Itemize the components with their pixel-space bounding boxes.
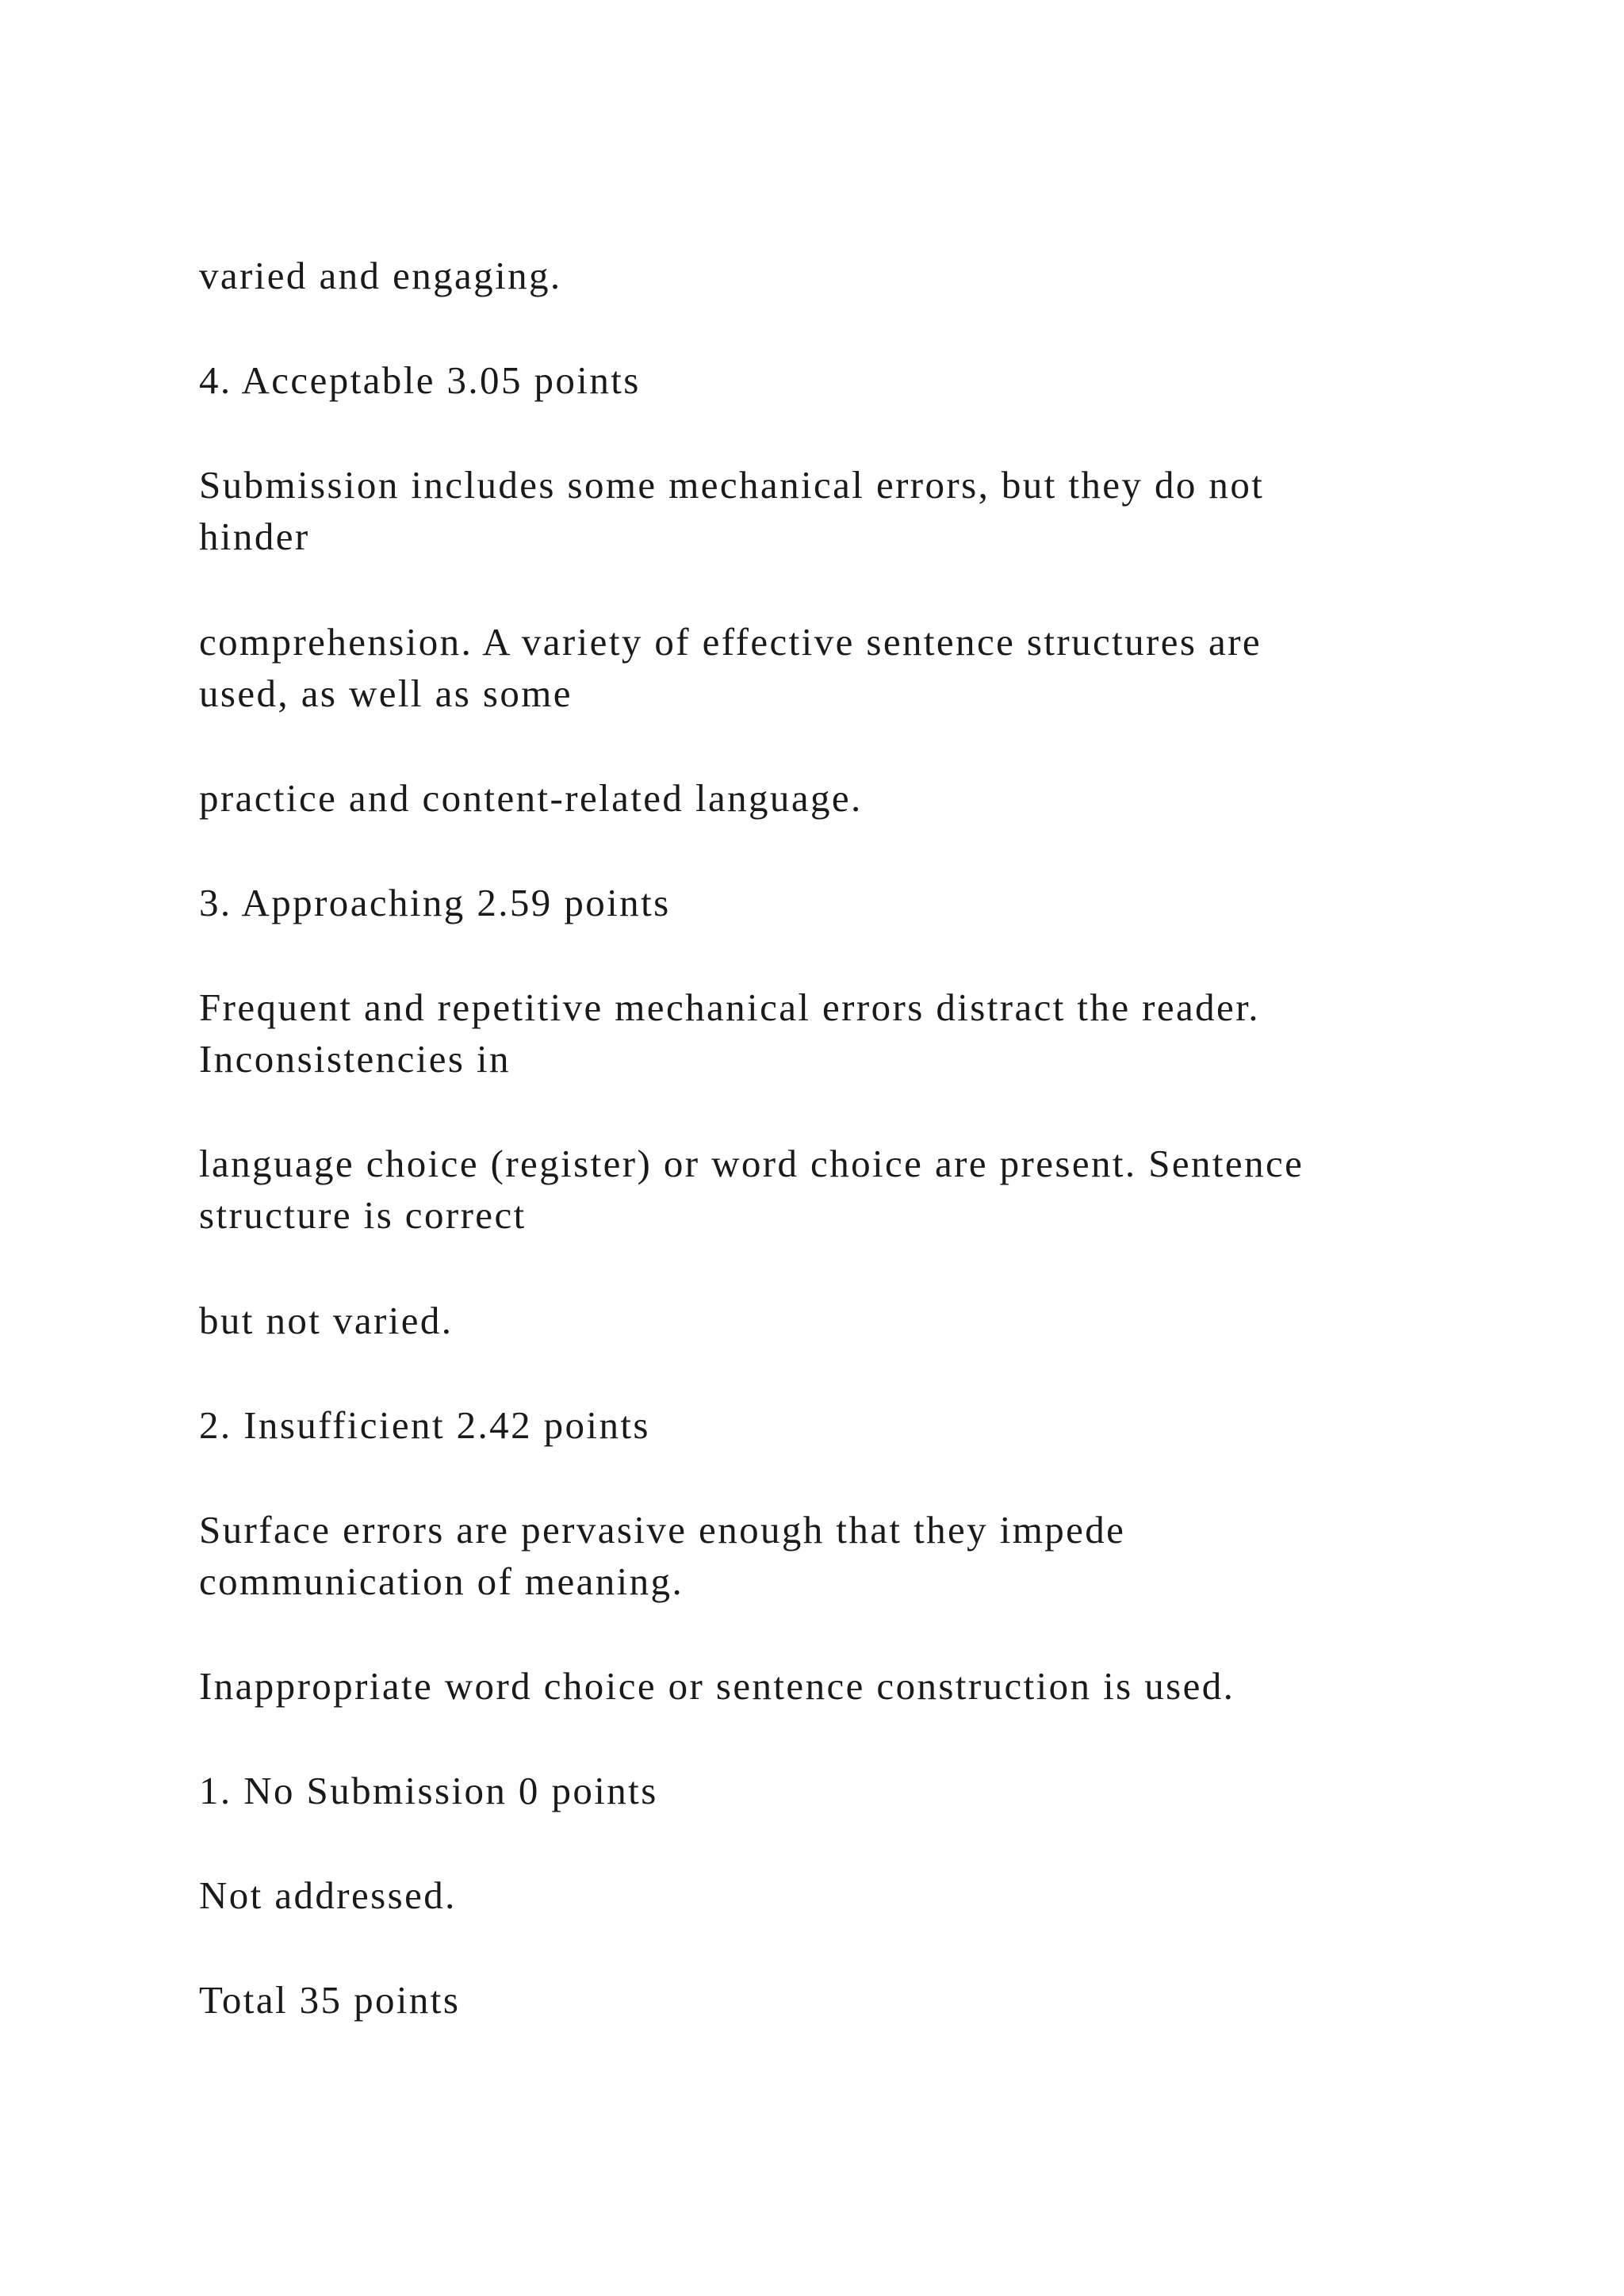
text-line: structure is correct <box>199 1193 527 1237</box>
rating-heading-acceptable: 4. Acceptable 3.05 points <box>199 358 641 402</box>
text-line: hinder <box>199 515 310 558</box>
text-line: used, as well as some <box>199 672 573 715</box>
rating-heading-no-submission: 1. No Submission 0 points <box>199 1769 658 1812</box>
text-line: varied and engaging. <box>199 254 562 297</box>
text-line: but not varied. <box>199 1299 454 1342</box>
text-line: language choice (register) or word choice are present. Sentence <box>199 1142 1304 1185</box>
text-line: Submission includes some mechanical errors, but they do not <box>199 463 1265 507</box>
rating-heading-approaching: 3. Approaching 2.59 points <box>199 881 671 924</box>
text-line: communication of meaning. <box>199 1559 684 1603</box>
rating-heading-insufficient: 2. Insufficient 2.42 points <box>199 1403 650 1447</box>
text-line: Inconsistencies in <box>199 1037 511 1081</box>
text-line: Surface errors are pervasive enough that they impede <box>199 1508 1126 1552</box>
total-points: Total 35 points <box>199 1978 461 2022</box>
text-line: Inappropriate word choice or sentence construction is used. <box>199 1664 1235 1708</box>
text-line: practice and content-related language. <box>199 776 863 820</box>
text-line: comprehension. A variety of effective sentence structures are <box>199 620 1262 664</box>
text-line: Not addressed. <box>199 1873 457 1917</box>
text-line: Frequent and repetitive mechanical errors distract the reader. <box>199 985 1260 1029</box>
